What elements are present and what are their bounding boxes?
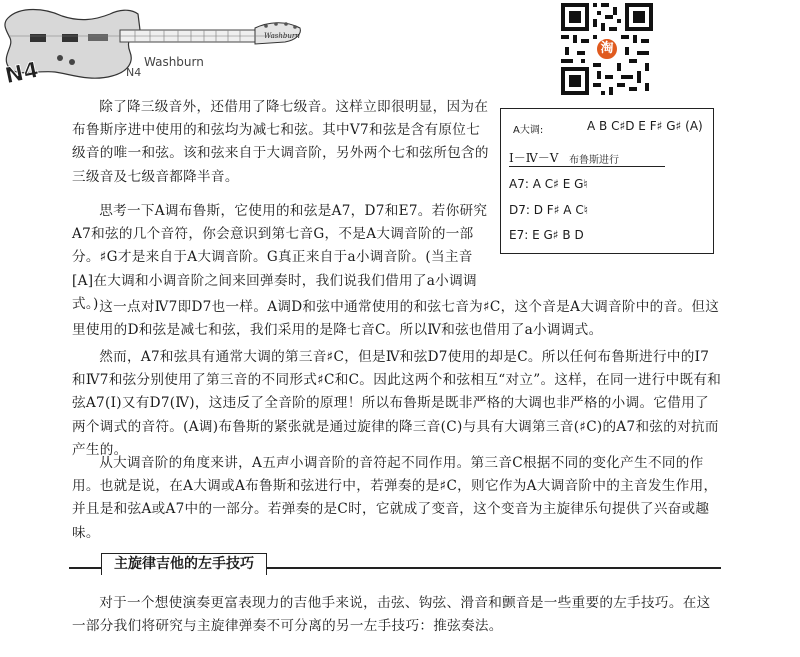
paragraph-4: 然而，A7和弦具有通常大调的第三音♯C，但是Ⅳ和弦D7使用的却是C。所以任何布鲁斯进行中的Ⅰ7和Ⅳ7和弦分别使用了第三音的不同形式♯C和C。因此这两个和弦相互“对立”。这样，在同一进行中既有和弦A7(Ⅰ)又有D7(Ⅳ)，这违反了全音阶的原理！所以布鲁斯是既非严格的大调也非严格的小调。它借用了两个调式的音符。(A调)布鲁斯的紧张就是通过旋律的降三音(C)与具有大调第三音(♯C)的A7和弦的对抗而产生的。 bbox=[72, 349, 722, 458]
scale-info-box bbox=[500, 108, 714, 254]
paragraph-2: 思考一下A调布鲁斯，它使用的和弦是A7，D7和E7。若你研究A7和弦的几个音符，你会意识到第七音G，不是A大调音阶的一部分。♯G才是来自于A大调音阶。G真正来自于a小调音阶。(当主音[A]在大调和小调音阶之间来回弹奏时，我们说我们借用了a小调调式。) bbox=[72, 203, 488, 312]
paragraph-3: 这一点对Ⅳ7即D7也一样。A调D和弦中通常使用的和弦七音为♯C，这个音是A大调音阶中的音。但这里使用的D和弦是减七和弦，我们采用的是降七音C。所以Ⅳ和弦也借用了a小调调式。 bbox=[72, 299, 720, 339]
scale-notes: A B C♯D E F♯ G♯ (A) bbox=[587, 119, 703, 133]
qr-code[interactable] bbox=[561, 3, 653, 95]
headstock-logo: Washburn bbox=[264, 32, 300, 40]
section-heading bbox=[69, 553, 721, 573]
section-title: 主旋律吉他的左手技巧 bbox=[101, 553, 267, 575]
taobao-icon: 淘 bbox=[595, 37, 619, 61]
chord-e7: E7: E G♯ B D bbox=[509, 228, 584, 242]
chord-a7: A7: A C♯ E G♮ bbox=[509, 177, 588, 191]
paragraph-1: 除了降三级音外，还借用了降七级音。这样立即很明显，因为在布鲁斯序进中使用的和弦均为减七和弦。其中Ⅴ7和弦是含有原位七级音的唯一和弦。该和弦来自于大调音阶，另外两个七和弦所包含的三级音及七级音都降半音。 bbox=[72, 99, 489, 185]
progression-underline bbox=[509, 166, 665, 167]
guitar-illustration bbox=[0, 0, 305, 92]
progression-numerals: Ⅰ－Ⅳ－Ⅴ bbox=[509, 151, 559, 165]
caption-brand: Washburn bbox=[144, 55, 204, 69]
scale-label: A大调: bbox=[513, 125, 544, 136]
caption-model: N4 bbox=[126, 66, 142, 79]
progression-label: 布鲁斯进行 bbox=[569, 155, 619, 166]
model-badge: N4 bbox=[2, 57, 42, 90]
chord-d7: D7: D F♯ A C♮ bbox=[509, 203, 589, 217]
paragraph-6: 对于一个想使演奏更富表现力的吉他手来说，击弦、钩弦、滑音和颤音是一些重要的左手技巧。在这一部分我们将研究与主旋律弹奏不可分离的另一左手技巧：推弦奏法。 bbox=[72, 595, 711, 635]
paragraph-5: 从大调音阶的角度来讲，A五声小调音阶的音符起不同作用。第三音C根据不同的变化产生不同的作用。也就是说，在A大调或A布鲁斯和弦进行中，若弹奏的是♯C，则它作为A大调音阶中的主音发生作用，并且是和弦A或A7中的一部分。若弹奏的是C时，它就成了变音，这个变音为主旋律乐句提供了兴奋或趣味。 bbox=[72, 455, 718, 541]
